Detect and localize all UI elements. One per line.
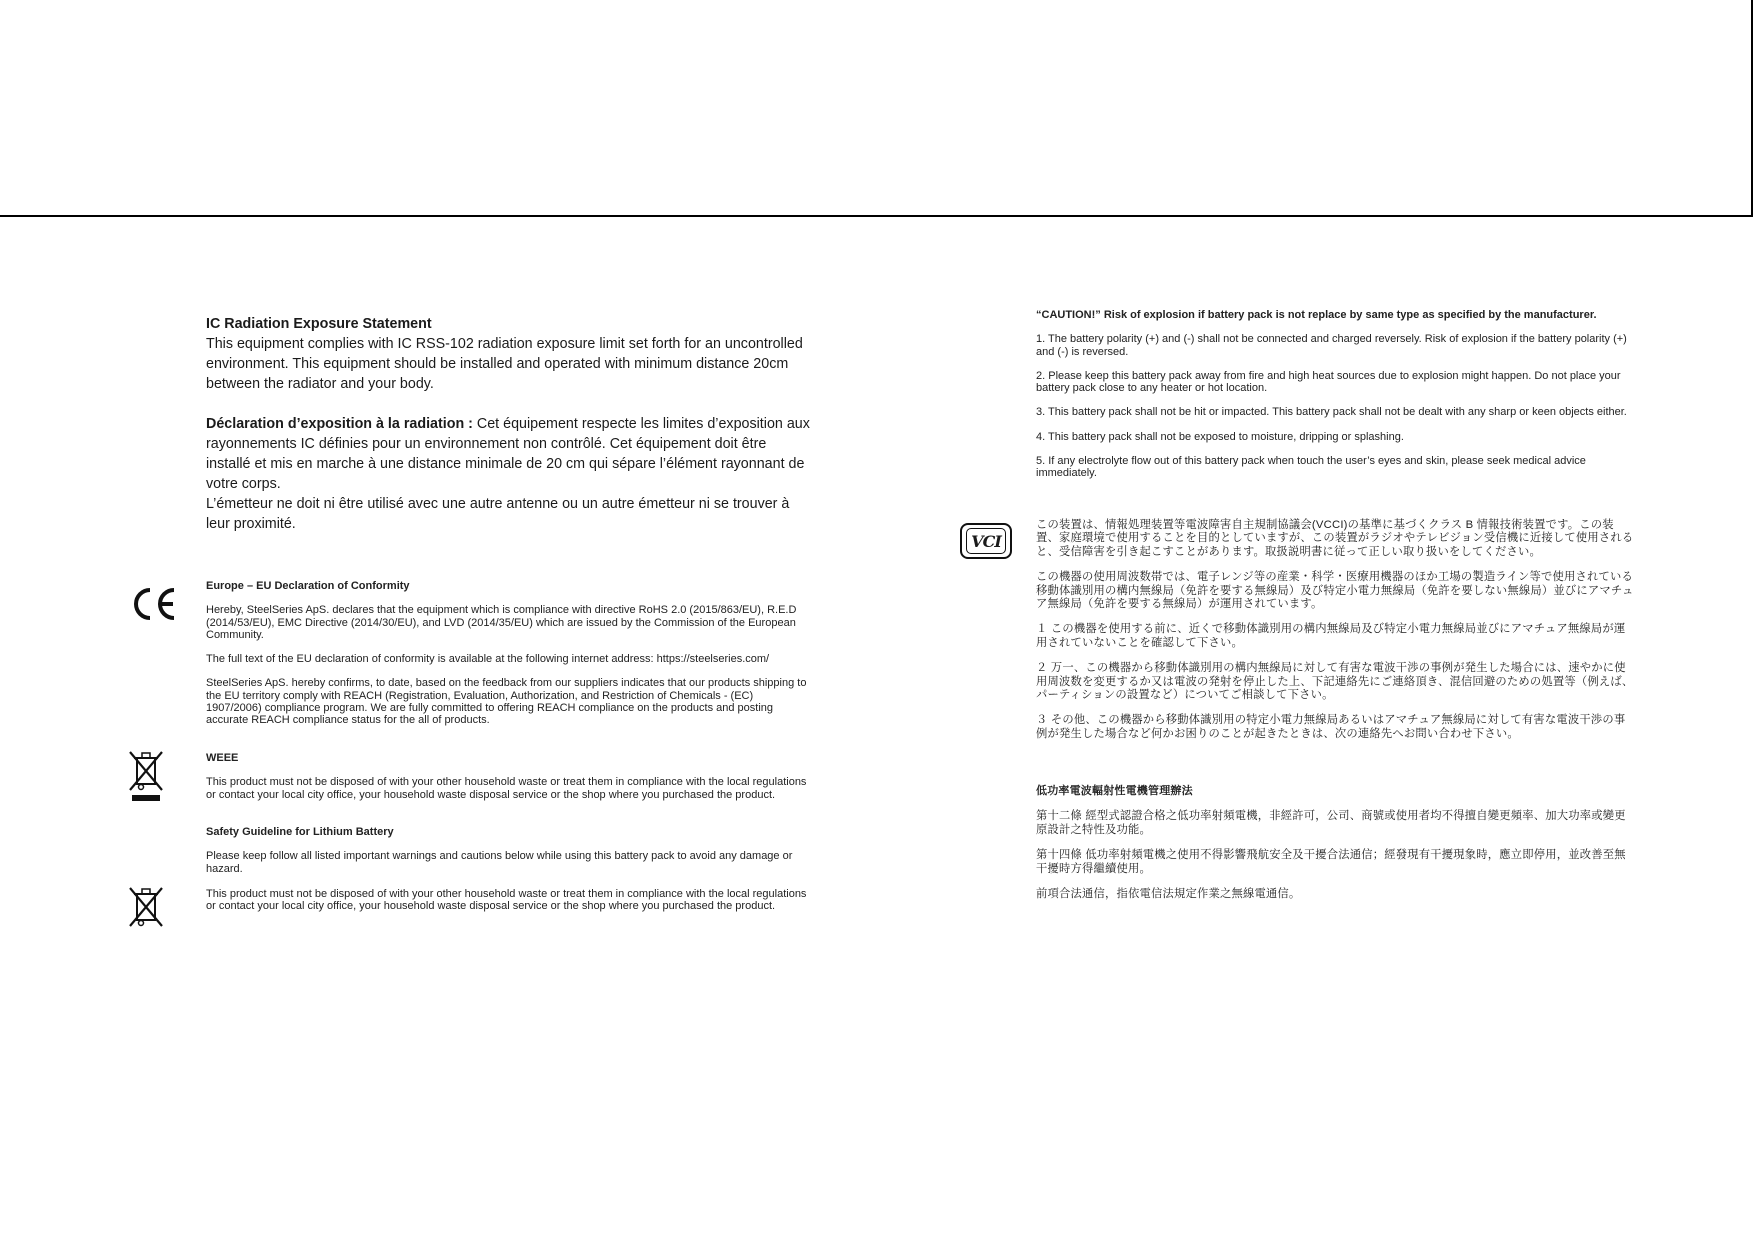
caution-title: “CAUTION!” Risk of explosion if battery pack is not replace by same type as specified by the manufacturer.: [1036, 309, 1597, 321]
ncc-notice: [1036, 785, 1636, 901]
battery-caution: [1036, 309, 1636, 480]
fr-body-2: L’émetteur ne doit ni être utilisé avec une autre antenne ou un autre émetteur ni se trouver à leur proximité.: [206, 496, 790, 532]
weee-bin-icon: [128, 750, 164, 802]
vcci-paragraph: この機器の使用周波数帯では、電子レンジ等の産業・科学・医療用機器のほか工場の製造ライン等で使用されている移動体識別用の構内無線局（免許を要する無線局）及び特定小電力無線局（免許を要しない無線局）並びにアマチュア無線局（免許を要する無線局）が運用されています。: [1036, 571, 1634, 611]
caution-item: 4. This battery pack shall not be exposed to moisture, dripping or splashing.: [1036, 430, 1404, 443]
vcci-paragraph: １ この機器を使用する前に、近くで移動体識別用の構内無線局及び特定小電力無線局並びにアマチュア無線局が運用されていないことを確認して下さい。: [1036, 623, 1626, 649]
weee-bin-icon: [128, 886, 164, 928]
ic-french-statement: [206, 414, 812, 534]
vcci-notice: [1036, 519, 1636, 741]
caution-item: 3. This battery pack shall not be hit or impacted. This battery pack shall not be dealt with any sharp or keen objects either.: [1036, 406, 1627, 419]
page-divider-horizontal: [0, 215, 1753, 217]
battery-safety-section: [206, 826, 810, 875]
ncc-paragraph: 第十四條 低功率射頻電機之使用不得影響飛航安全及干擾合法通信；經發現有干擾現象時，應立即停用，並改善至無干擾時方得繼續使用。: [1036, 849, 1626, 875]
fr-lead: Déclaration d’exposition à la radiation :: [206, 416, 473, 432]
caution-item: 1. The battery polarity (+) and (-) shall not be connected and charged reversely. Risk of explosion if the battery polarity (+) and (-) is reversed.: [1036, 333, 1627, 358]
vcci-logo-text: VCI: [966, 528, 1006, 554]
vcci-paragraph: ２ 万一、この機器から移動体識別用の構内無線局に対して有害な電波干渉の事例が発生した場合には、速やかに使用周波数を変更するか又は電波の発射を停止した上、下記連絡先にご連絡頂き、混信回避のための処置等（例えば、パーティションの設置など）についてご相談して下さい。: [1036, 662, 1634, 702]
battery-paragraph: Please keep follow all listed important warnings and cautions below while using this battery pack to avoid any damage or hazard.: [206, 850, 793, 875]
eu-paragraph: Hereby, SteelSeries ApS. declares that the equipment which is compliance with directive RoHS 2.0 (2015/863/EU), R.E.D (2014/53/EU), EMC Directive (2014/30/EU), and LVD (2014/35/EU) which are issued by the Commission of the European Community.: [206, 604, 797, 641]
ic-title: IC Radiation Exposure Statement: [206, 316, 432, 332]
ce-mark-icon: [128, 584, 180, 624]
eu-paragraph: SteelSeries ApS. hereby confirms, to date, based on the feedback from our suppliers indicates that our products shipping to the EU territory comply with REACH (Registration, Evaluation, Authorization, and Restriction of Chemicals - (EC) 1907/2006) compliance program. We are fully committed to offering REACH compliance on the products and posting accurate REACH compliance status for the all of products.: [206, 677, 807, 727]
ncc-paragraph: 前項合法通信，指依電信法規定作業之無線電通信。: [1036, 888, 1301, 901]
vcci-paragraph: ３ その他、この機器から移動体識別用の特定小電力無線局あるいはアマチュア無線局に対して有害な電波干渉の事例が発生した場合など何かお困りのことが起きたときは、次の連絡先へお問い合わせ下さい。: [1036, 714, 1626, 740]
ncc-paragraph: 第十二條 經型式認證合格之低功率射頻電機，非經許可，公司、商號或使用者均不得擅自變更頻率、加大功率或變更原設計之特性及功能。: [1036, 810, 1626, 836]
fr-body: Cet équipement respecte les limites d’exposition aux rayonnements IC définies pour un environnement non contrôlé. Cet équipement doit être installé et mis en marche à une distance minimale de 20 cm qui sépare l’élément rayonnant de votre corps.: [206, 416, 810, 492]
ic-statement: [206, 314, 812, 534]
battery-title: Safety Guideline for Lithium Battery: [206, 826, 394, 838]
weee-section: [206, 752, 810, 801]
weee-paragraph: This product must not be disposed of with your other household waste or treat them in compliance with the local regulations or contact your local city office, your household waste disposal service or the shop where you purchased the product.: [206, 776, 807, 801]
vcci-paragraph: この装置は、情報処理装置等電波障害自主規制協議会(VCCI)の基準に基づくクラス B 情報技術装置です。この装置、家庭環境で使用することを目的としていますが、この装置がラジオやテレビジョン受信機に近接して使用されると、受信障害を引き起こすことがあります。取扱説明書に従って正しい取り扱いをしてください。: [1036, 519, 1634, 558]
caution-item: 5. If any electrolyte flow out of this battery pack when touch the user’s eyes and skin, please seek medical advice immediately.: [1036, 455, 1586, 480]
eu-title: Europe – EU Declaration of Conformity: [206, 580, 410, 592]
ncc-title: 低功率電波輻射性電機管理辦法: [1036, 785, 1193, 797]
battery-disposal: [206, 888, 810, 913]
vcci-logo-icon: [960, 523, 1012, 559]
eu-paragraph: The full text of the EU declaration of conformity is available at the following internet address: https://steelseries.com/: [206, 653, 770, 666]
caution-item: 2. Please keep this battery pack away from fire and high heat sources due to explosion might happen. Do not place your battery pack close to any heater or hot location.: [1036, 369, 1621, 395]
weee-title: WEEE: [206, 752, 239, 764]
ic-body: This equipment complies with IC RSS-102 radiation exposure limit set forth for an uncontrolled environment. This equipment should be installed and operated with minimum distance 20cm between the radiator and your body.: [206, 336, 803, 392]
eu-declaration: [206, 580, 810, 727]
battery-paragraph: This product must not be disposed of with your other household waste or treat them in compliance with the local regulations or contact your local city office, your household waste disposal service or the shop where you purchased the product.: [206, 888, 807, 913]
